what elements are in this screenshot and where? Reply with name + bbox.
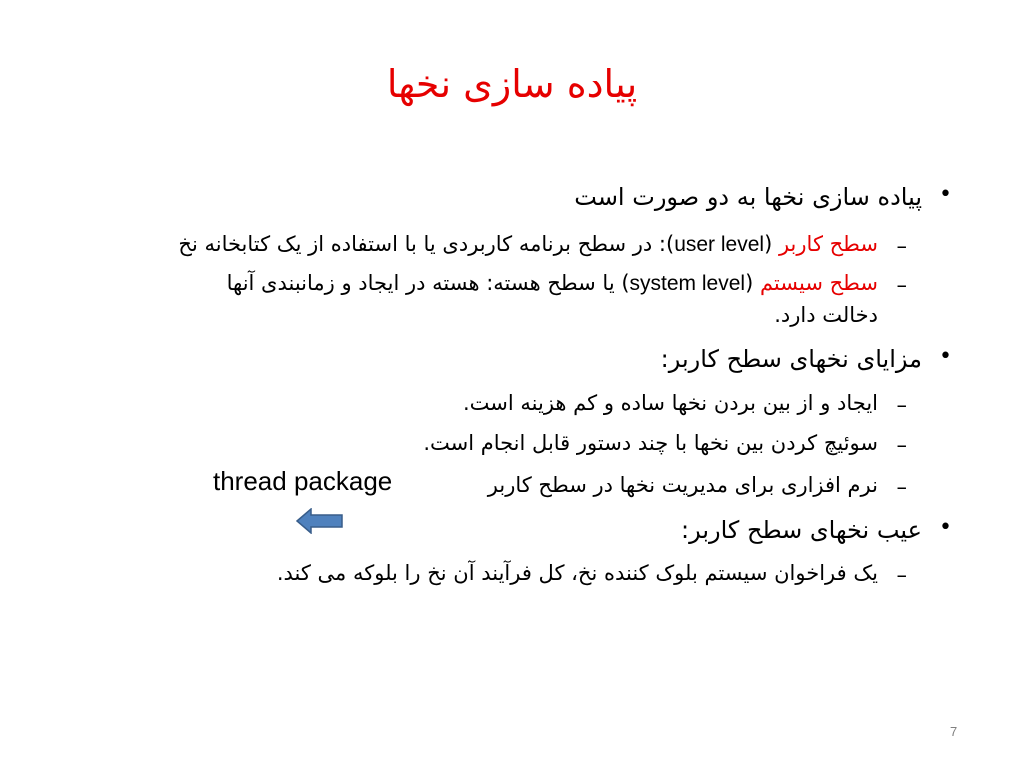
desc-user-level: : در سطح برنامه کاربردی یا با استفاده از یک کتابخانه نخ <box>178 232 666 256</box>
dash-marker: – <box>896 393 907 417</box>
term-system-level: سطح سیستم <box>759 271 878 295</box>
thread-package-label: thread package <box>213 466 393 496</box>
subitem-user-level <box>178 232 878 257</box>
page-number: 7 <box>950 724 958 739</box>
subitem-switching: سوئیچ کردن بین نخها با چند دستور قابل انجام است. <box>423 431 878 455</box>
dash-marker: – <box>896 273 907 297</box>
left-arrow-icon <box>296 508 344 534</box>
bullet-2-text: مزایای نخهای سطح کاربر: <box>660 345 922 373</box>
desc-system-level: یا سطح هسته: هسته در ایجاد و زمانبندی آنها <box>226 271 622 295</box>
paren-close: ) <box>621 271 630 295</box>
term-user-level: سطح کاربر <box>778 232 878 256</box>
bullet-marker: • <box>939 344 952 369</box>
bullet-marker: • <box>939 515 952 540</box>
paren-open: ( <box>745 271 760 295</box>
dash-marker: – <box>896 475 907 499</box>
latin-user-level: user level <box>674 233 765 256</box>
bullet-3-text: عیب نخهای سطح کاربر: <box>681 516 922 544</box>
dash-marker: – <box>896 433 907 457</box>
subitem-software: نرم افزاری برای مدیریت نخها در سطح کاربر <box>487 473 878 497</box>
paren-open: ( <box>764 232 779 256</box>
subitem-system-level <box>227 271 878 296</box>
paren-close: ) <box>666 232 675 256</box>
dash-marker: – <box>896 234 907 258</box>
bullet-1-text: پیاده سازی نخها به دو صورت است <box>574 183 922 211</box>
bullet-marker: • <box>939 182 952 207</box>
slide-title: پیاده سازی نخها <box>386 62 638 106</box>
latin-system-level: system level <box>629 272 746 295</box>
subitem-system-level-cont: دخالت دارد. <box>774 303 878 327</box>
subitem-create-destroy: ایجاد و از بین بردن نخها ساده و کم هزینه است. <box>463 391 878 415</box>
dash-marker: – <box>896 563 907 587</box>
subitem-blocking-call: یک فراخوان سیستم بلوک کننده نخ، کل فرآیند آن نخ را بلوکه می کند. <box>276 561 878 585</box>
